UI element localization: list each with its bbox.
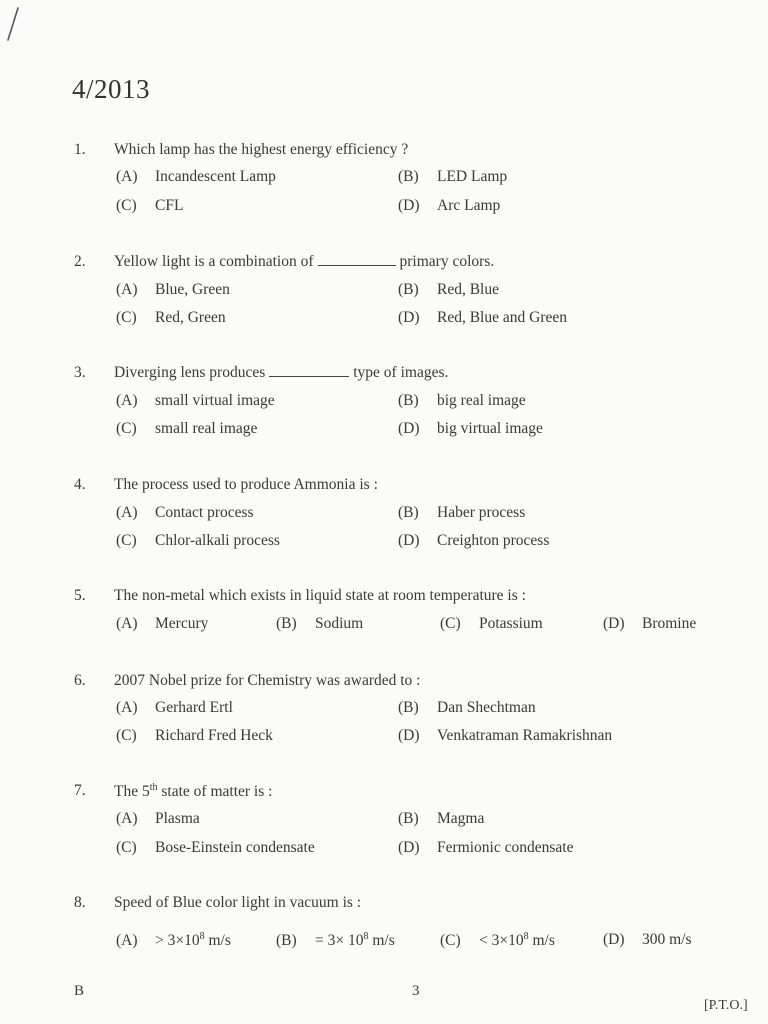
option-a: (A) Contact process [116,504,254,521]
question-text: 2007 Nobel prize for Chemistry was awarded to : [114,672,421,689]
question-text: The 5th state of matter is : [114,782,273,801]
option-a: (A) small virtual image [116,392,275,409]
option-d: (D) big virtual image [398,420,543,437]
question-text: Which lamp has the highest energy efficiency ? [114,141,409,158]
option-d: (D) Red, Blue and Green [398,309,567,326]
question-number: 6. [74,672,86,689]
option-a: (A) Blue, Green [116,281,230,298]
question-number: 2. [74,253,86,270]
option-a: (A) Incandescent Lamp [116,168,276,185]
question-number: 1. [74,141,86,158]
option-b: (B) Dan Shechtman [398,699,536,716]
page-header: 4/2013 [72,74,151,104]
pen-mark [0,0,40,60]
answer-blank [318,255,396,266]
set-code: B [74,983,85,999]
question-text: The process used to produce Ammonia is : [114,476,378,493]
option-a: $(A) > 3\times 10^8$ m/s [116,931,231,950]
question-text: Diverging lens produces type of images. [114,364,449,381]
option-c: (C) Potassium [440,615,543,632]
option-c: $(C) < 3\times 10^8$ m/s [440,931,555,950]
option-d: (D) Fermionic condensate [398,839,574,856]
option-d: (D) Creighton process [398,532,550,549]
option-b: (B) Haber process [398,504,526,521]
page-number: 3 [412,983,420,999]
option-c: (C) Bose-Einstein condensate [116,839,315,856]
answer-blank [269,366,349,377]
question-number: 7. [74,782,86,799]
option-c: (C) CFL [116,197,184,214]
option-b: (B) LED Lamp [398,168,508,185]
option-a: (A) Mercury [116,615,209,632]
question-number: 3. [74,364,86,381]
option-b: $(B) = 3\times 10^8$ m/s [276,931,395,950]
question-text: Speed of Blue color light in vacuum is : [114,894,362,911]
question-text: The non-metal which exists in liquid state at room temperature is : [114,587,526,604]
please-turn-over: [P.T.O.] [704,998,748,1013]
option-c: (C) small real image [116,420,258,437]
option-b: (B) big real image [398,392,526,409]
option-a: (A) Plasma [116,810,200,827]
option-d: (D) 300 m/s [603,931,692,948]
option-b: (B) Red, Blue [398,281,499,298]
option-c: (C) Richard Fred Heck [116,727,273,744]
option-c: (C) Chlor-alkali process [116,532,280,549]
question-text: Yellow light is a combination of primary colors. [114,253,495,270]
option-b: (B) Magma [398,810,485,827]
option-d: (D) Venkatraman Ramakrishnan [398,727,613,744]
question-number: 4. [74,476,86,493]
option-c: (C) Red, Green [116,309,226,326]
option-a: (A) Gerhard Ertl [116,699,233,716]
option-d: (D) Bromine [603,615,697,632]
option-d: (D) Arc Lamp [398,197,501,214]
question-number: 8. [74,894,86,911]
question-number: 5. [74,587,86,604]
option-b: (B) Sodium [276,615,364,632]
